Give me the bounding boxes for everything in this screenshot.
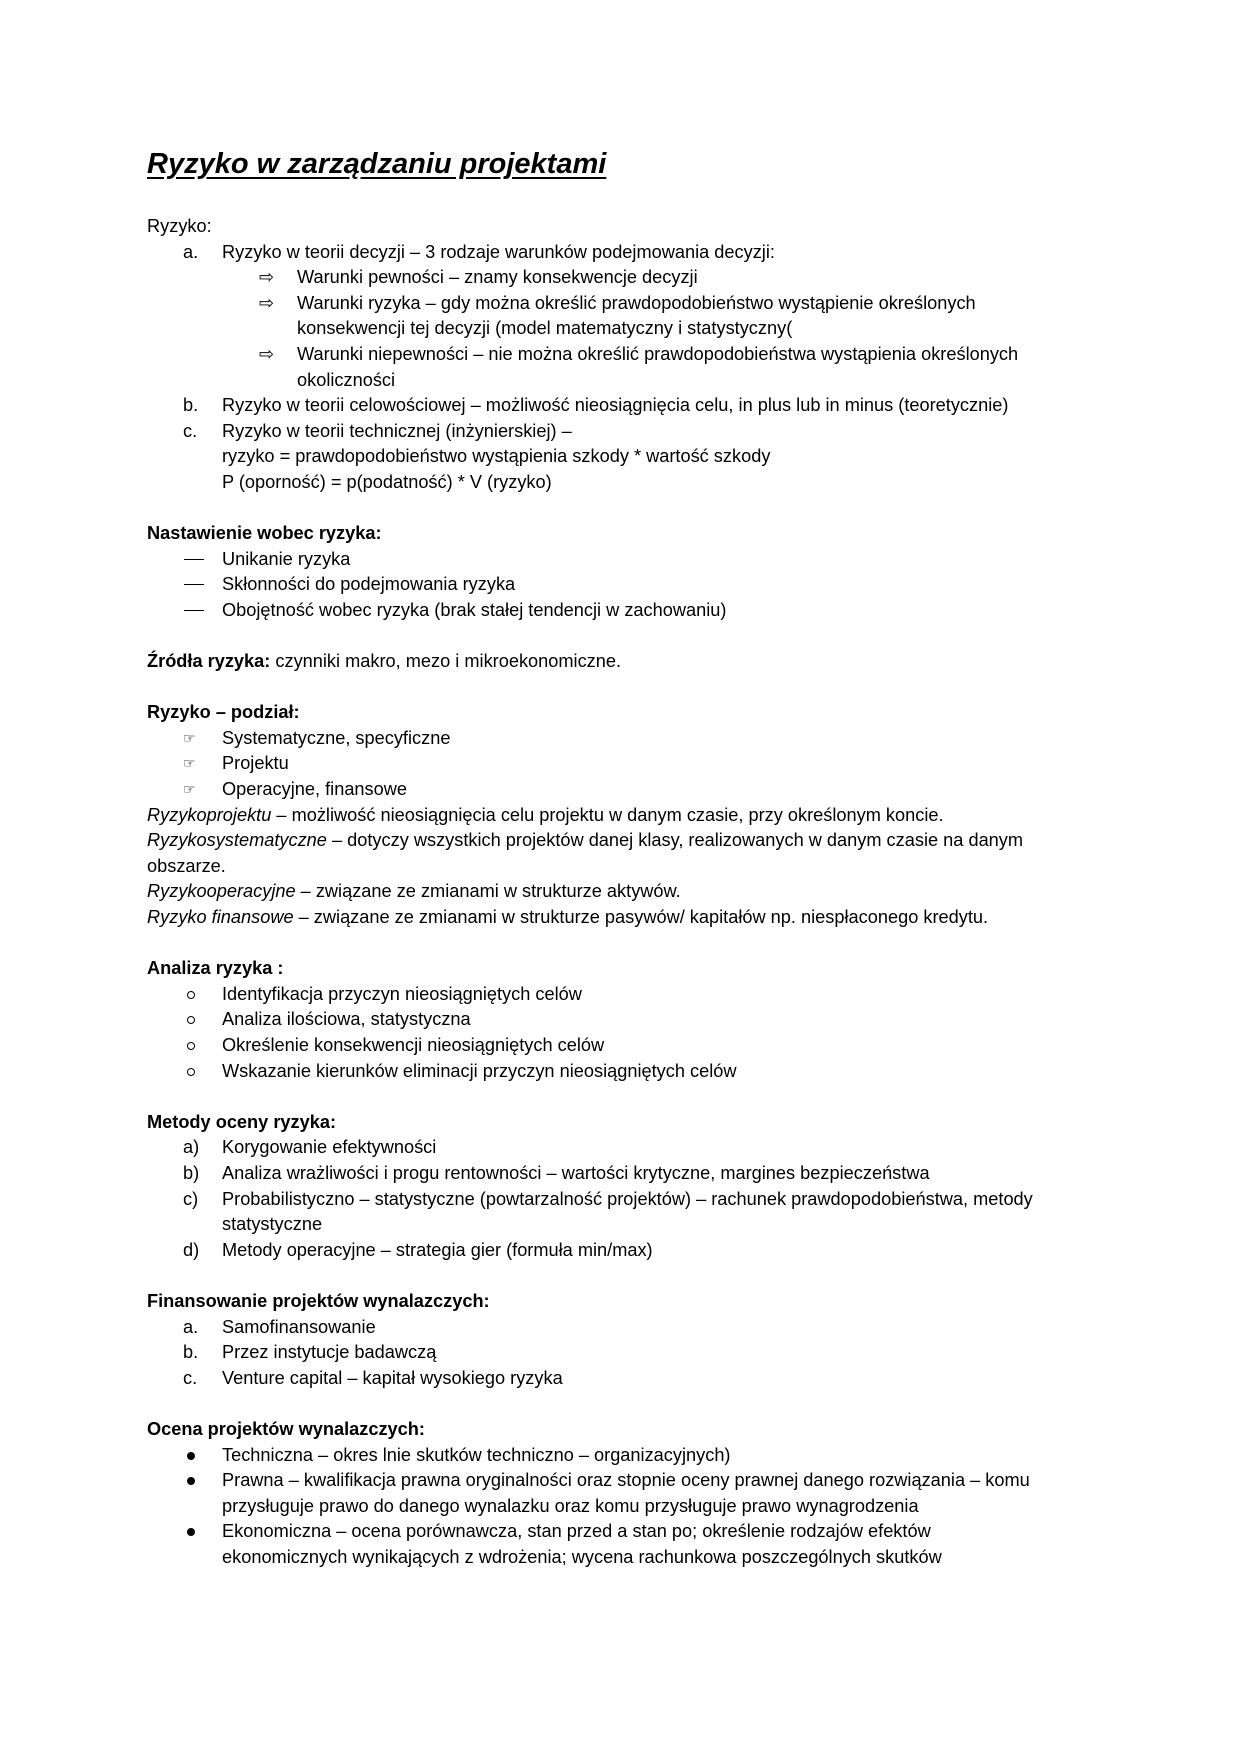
formula-line: ryzyko = prawdopodobieństwo wystąpienia szkody * wartość szkody [222,446,771,467]
list-item-text: Ryzyko w teorii technicznej (inżynierskiej) – [222,420,572,441]
list-item-text: Ryzyko w teorii celowościowej – możliwość nieosiągnięcia celu, in plus lub in minus (teoretycznie) [222,395,1009,416]
list-marker: a. [183,241,199,262]
arrow-icon: ⇨ [259,267,275,288]
arrow-icon: ⇨ [259,343,275,364]
pointing-hand-icon: ☞ [183,729,196,746]
list-marker: d) [183,1239,200,1260]
definition-text: – możliwość nieosiągnięcia celu projektu w danym czasie, przy określonym koncie. [271,804,944,825]
spacer [147,675,1097,701]
pointing-hand-icon: ☞ [183,781,196,798]
section-heading-ocena: Ocena projektów wynalazczych: [147,1418,425,1439]
list-item [147,1187,1097,1213]
definition-text: – związane ze zmianami w strukturze pasywów/ kapitałów np. niespłaconego kredytu. [293,907,989,928]
definition-term: Ryzykosystematyczne [147,830,327,851]
list-marker: b) [183,1162,200,1183]
sources-line [147,649,1097,675]
spacer [147,496,1097,522]
spacer [147,1263,1097,1289]
section-heading-analiza: Analiza ryzyka : [147,958,284,979]
circle-bullet-icon [187,1042,195,1050]
circle-bullet-icon [187,1068,195,1076]
list-item-text: Samofinansowanie [222,1316,376,1337]
list-item-text: Venture capital – kapitał wysokiego ryzyka [222,1367,563,1388]
list-marker: c) [183,1188,199,1209]
section-heading-podzial: Ryzyko – podział: [147,702,300,723]
list-item [147,1443,1097,1469]
list-item [147,1007,1097,1033]
definition-term: Ryzykooperacyjne [147,881,296,902]
section-heading-nastawienie: Nastawienie wobec ryzyka: [147,523,382,544]
list-item [147,751,1097,777]
list-item [147,1468,1097,1494]
formula-line: P (oporność) = p(podatność) * V (ryzyko) [222,471,552,492]
list-item-text: Korygowanie efektywności [222,1137,437,1158]
list-item-text: Ryzyko w teorii decyzji – 3 rodzaje warunków podejmowania decyzji: [222,241,775,262]
definition-continuation: obszarze. [147,855,226,876]
list-item-text: Warunki pewności – znamy konsekwencje decyzji [297,267,698,288]
bullet-icon [187,1477,195,1485]
list-item-text: Przez instytucje badawczą [222,1342,437,1363]
list-item [147,1340,1097,1366]
definition-text: – związane ze zmianami w strukturze aktywów. [295,881,681,902]
definition [147,828,1097,854]
list-item [147,1135,1097,1161]
list-marker: c. [183,420,198,441]
dash-icon [184,610,204,611]
dash-icon [184,584,204,585]
list-item [147,1519,1097,1545]
bullet-icon [187,1528,195,1536]
list-item-text: Analiza wrażliwości i progu rentowności – wartości krytyczne, margines bezpieczeństwa [222,1162,930,1183]
list-item-text: Obojętność wobec ryzyka (brak stałej tendencji w zachowaniu) [222,599,727,620]
list-item [147,1366,1097,1392]
section-heading-finansowanie: Finansowanie projektów wynalazczych: [147,1290,490,1311]
list-item-text: Prawna – kwalifikacja prawna oryginalności oraz stopnie oceny prawnej danego rozwiązania – komu [222,1470,1030,1491]
circle-bullet-icon [187,1016,195,1024]
list-item [147,598,1097,624]
list-item-text: Metody operacyjne – strategia gier (formuła min/max) [222,1239,653,1260]
list-item [147,393,1097,419]
list-item-continuation: konsekwencji tej decyzji (model matematyczny i statystyczny( [297,318,793,339]
bullet-icon [187,1452,195,1460]
list-item-text: Techniczna – okres lnie skutków techniczno – organizacyjnych) [222,1444,731,1465]
list-item-text: Probabilistyczno – statystyczne (powtarzalność projektów) – rachunek prawdopodobieństwa, metody [222,1188,1033,1209]
list-item [147,1315,1097,1341]
circle-bullet-icon [187,991,195,999]
list-item [147,1033,1097,1059]
sources-label: Źródła ryzyka: [147,651,271,672]
section-heading-ryzyko: Ryzyko: [147,216,212,236]
spacer [147,1084,1097,1110]
definition-term: Ryzykoprojektu [147,804,272,825]
list-item-text: Ekonomiczna – ocena porównawcza, stan przed a stan po; określenie rodzajów efektów [222,1521,931,1542]
list-item-text: Projektu [222,753,289,774]
list-item [147,777,1097,803]
list-marker: a. [183,1316,199,1337]
list-item [147,240,1097,266]
list-item-continuation: ekonomicznych wynikających z wdrożenia; wycena rachunkowa poszczególnych skutków [222,1546,942,1567]
dash-icon [184,559,204,560]
section-heading-metody: Metody oceny ryzyka: [147,1111,337,1132]
list-item [147,342,1097,368]
list-marker: b. [183,1342,199,1363]
pointing-hand-icon: ☞ [183,755,196,772]
list-item-text: Systematyczne, specyficzne [222,727,451,748]
list-item [147,291,1097,317]
list-marker: a) [183,1137,200,1158]
list-item-text: Skłonności do podejmowania ryzyka [222,574,516,595]
list-item [147,1161,1097,1187]
list-item-text: Operacyjne, finansowe [222,779,408,800]
list-item-text: Wskazanie kierunków eliminacji przyczyn nieosiągniętych celów [222,1060,737,1081]
list-item-continuation: statystyczne [222,1214,323,1235]
list-item-text: Warunki niepewności – nie można określić prawdopodobieństwa wystąpienia określonych [297,343,1019,364]
list-item [147,419,1097,445]
list-item-text: Unikanie ryzyka [222,548,351,569]
document-body [147,214,1097,1570]
list-item-text: Warunki ryzyka – gdy można określić prawdopodobieństwo wystąpienie określonych [297,292,976,313]
list-marker: b. [183,395,199,416]
list-item [147,547,1097,573]
list-item [147,1059,1097,1085]
list-item [147,572,1097,598]
list-item [147,1238,1097,1264]
list-item-continuation: przysługuje prawo do danego wynalazku oraz komu przysługuje prawo wynagrodzenia [222,1495,919,1516]
sources-text: czynniki makro, mezo i mikroekonomiczne. [270,651,622,672]
definition-term: Ryzyko finansowe [147,907,294,928]
list-item [147,265,1097,291]
definition [147,879,1097,905]
definition [147,905,1097,931]
list-marker: c. [183,1367,198,1388]
spacer [147,1391,1097,1417]
list-item-text: Analiza ilościowa, statystyczna [222,1009,471,1030]
list-item [147,726,1097,752]
arrow-icon: ⇨ [259,292,275,313]
document-title: Ryzyko w zarządzaniu projektami [147,148,607,180]
spacer [147,624,1097,650]
spacer [147,931,1097,957]
list-item [147,982,1097,1008]
list-item-text: Określenie konsekwencji nieosiągniętych celów [222,1035,605,1055]
list-item-text: Identyfikacja przyczyn nieosiągniętych celów [222,983,582,1004]
definition-text: – dotyczy wszystkich projektów danej klasy, realizowanych w danym czasie na danym [326,830,1024,851]
list-item-continuation: okoliczności [297,369,396,390]
definition [147,803,1097,829]
